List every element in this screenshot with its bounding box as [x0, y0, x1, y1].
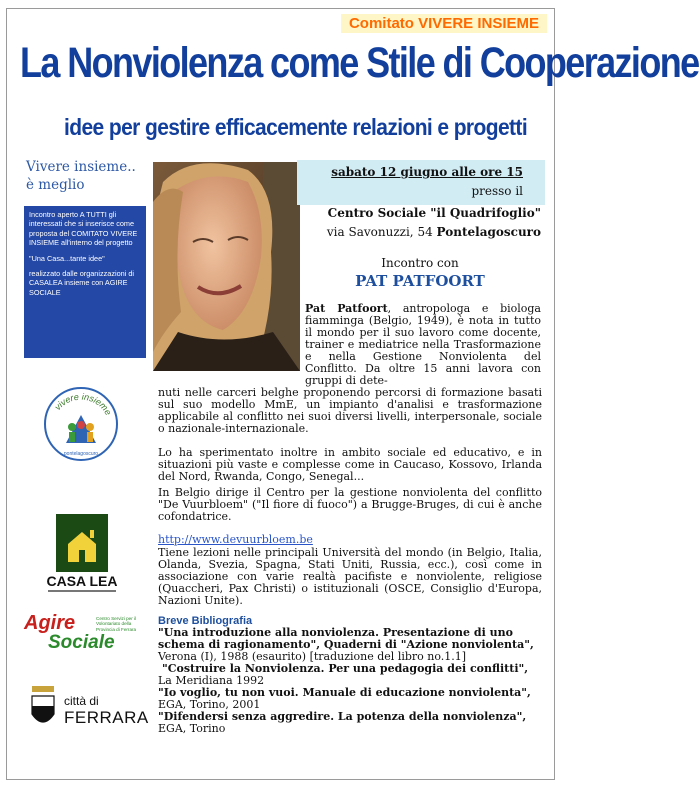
event-date-box — [297, 160, 545, 205]
event-presso: presso il — [471, 184, 523, 198]
bibliography-entry-publisher: EGA, Torino, 2001 — [158, 698, 261, 711]
bibliography-heading: Breve Bibliografia — [158, 615, 253, 627]
bibliography-entry-publisher: EGA, Torino — [158, 722, 226, 735]
info-project-name: "Una Casa...tante idee" — [29, 253, 105, 263]
agire-sociale-note: Centro Servizi per il Volontariato della Provincia di Ferrara — [96, 616, 137, 632]
poster-title: La Nonviolenza come Stile di Cooperazione — [20, 38, 699, 87]
ferrara-line-1: città di — [64, 694, 99, 708]
sociale-text: Sociale — [48, 632, 115, 653]
motto — [26, 158, 136, 194]
poster-subtitle: idee per gestire efficacemente relazioni e progetti — [64, 115, 528, 141]
website-link[interactable]: http://www.devuurbloem.be — [158, 533, 313, 546]
info-paragraph: realizzato dalle organizzazioni di CASALEA insieme con AGIRE SOCIALE — [29, 269, 135, 297]
motto-line-2: è meglio — [26, 177, 85, 193]
motto-line-1: Vivere insieme.. — [26, 159, 136, 175]
info-paragraph: Incontro aperto A TUTTI gli interessati che si inserisce come proposta del COMITATO VIVERE INSIEME all'interno del progetto — [29, 210, 138, 248]
bibliography-entry-publisher: La Meridiana 1992 — [158, 674, 265, 687]
bio-paragraph: Lo ha sperimentato inoltre in ambito sociale ed educativo, e in situazioni più vaste e complesse come in Caucaso, Kossovo, Irlanda del Nord, Rwanda, Congo, Senegal... — [158, 446, 542, 483]
speaker-photo — [153, 162, 300, 371]
agire-text: Agire — [24, 612, 76, 634]
event-address: via Savonuzzi, 54 — [326, 225, 433, 239]
vivere-insieme-logo — [42, 385, 120, 463]
event-address-line — [327, 225, 541, 239]
bibliography-entry-title: "Una introduzione alla nonviolenza. Presentazione di uno schema di ragionamento", Quaderni di "Azione nonviolenta", — [158, 626, 534, 651]
vivere-insieme-text: vivere insieme — [52, 391, 114, 417]
committee-badge: Comitato VIVERE INSIEME — [341, 14, 547, 33]
event-date: sabato 12 giugno alle ore 15 — [331, 165, 523, 179]
ferrara-logo — [28, 682, 149, 740]
speaker-name: PAT PATFOORT — [355, 272, 485, 290]
bio-paragraph: Tiene lezioni nelle principali Università del mondo (in Belgio, Italia, Olanda, Svezia, Spagna, Stati Uniti, Russia, ecc.), così come in associazione con varie realtà pacifiste e nonviolente, religiose (Quaccheri, Pax Christi) o istituzionali (OSCE, Consiglio d'Europa, Nazioni Unite). — [158, 546, 542, 607]
bio-intro-text: , antropologa e biologa fiamminga (Belgio, 1949), è nota in tutto il mondo per il suo lavoro come docente, trainer e mediatrice nella Trasformazione e nella Gestione Nonviolenta del Conflitto. — [305, 302, 541, 375]
bio-intro — [305, 303, 541, 387]
bibliography-entry-title: "Difendersi senza aggredire. La potenza della nonviolenza", — [158, 710, 527, 723]
bio-paragraph: In Belgio dirige il Centro per la gestione nonviolenta del conflitto "De Vuurbloem" ("Il fiore di fuoco") a Brugge-Bruges, di cui è anche cofondatrice. — [158, 486, 542, 523]
ferrara-line-2: FERRARA — [64, 708, 149, 727]
bio-intro-continued: Da oltre 15 anni lavora con gruppi di dete- — [305, 362, 542, 387]
bibliography-entry-title: "Costruire la Nonviolenza. Per una pedagogia dei conflitti", — [162, 662, 529, 675]
vivere-insieme-subtext: pontelagoscuro — [63, 451, 99, 457]
bio-paragraph: nuti nelle carceri belghe proponendo percorsi di formazione basati sul suo modello MmE, un impianto d'analisi e trasformazione applicabile al conflitto nei suoi diversi livelli, interpersonale, sociale o nazionale-internazionale. — [158, 386, 542, 435]
bio-name: Pat Patfoort — [305, 302, 388, 315]
bibliography-entry-title: "Io voglio, tu non vuoi. Manuale di educazione nonviolenta", — [158, 686, 531, 699]
casa-lea-text: CASA LEA — [46, 573, 118, 589]
bibliography-entry-publisher: Verona (I), 1988 (esaurito) [traduzione del libro no.1.1] — [158, 650, 467, 663]
bibliography — [158, 615, 542, 735]
event-town: Pontelagoscuro — [436, 225, 541, 239]
info-box — [24, 206, 146, 358]
agire-sociale-logo — [22, 612, 148, 658]
event-venue: Centro Sociale "il Quadrifoglio" — [327, 206, 541, 220]
meeting-with-label: Incontro con — [381, 256, 459, 270]
casa-lea-logo — [42, 514, 122, 596]
